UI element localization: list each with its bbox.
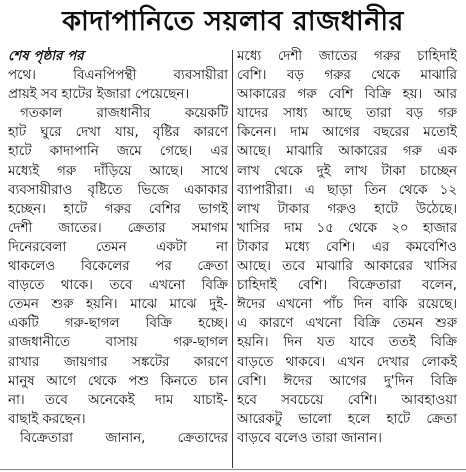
text-line: চাহিদাই বেশি। বিক্রেতারা বলেন, bbox=[237, 278, 457, 294]
text-line: বাড়তে থাকবে। এখন দেখার লোকই bbox=[237, 354, 457, 370]
headline: কাদাপানিতে সয়লাব রাজধানীর bbox=[62, 6, 404, 37]
text-line: কিনেন। দাম আগের বছরের মতোই bbox=[237, 125, 457, 141]
text-line: বাড়বে বলেও তারা জানান। bbox=[237, 430, 382, 446]
text-line: একটি গরু-ছাগল বিক্রি হচ্ছে। bbox=[8, 316, 228, 332]
text-line: প্রায়ই সব হাটের ইজারা পেয়েছেন। bbox=[8, 87, 190, 103]
article-column-right bbox=[237, 47, 457, 472]
text-line: হয়নি। দিন যত যাবে ততই বিক্রি bbox=[237, 335, 457, 351]
text-line: দেশী জাতের। ক্রেতার সমাগম bbox=[8, 220, 228, 236]
bottom-divider bbox=[0, 469, 466, 470]
text-line: হাট ঘুরে দেখা যায়, বৃষ্টির কারণে bbox=[8, 125, 228, 141]
text-line: হচ্ছেন। হাটে গরুর বেশির ভাগই bbox=[8, 201, 228, 217]
text-line: থাকলেও বিকেলের পর ক্রেতা bbox=[8, 259, 228, 275]
text-line: ঈদের এখনো পাঁচ দিন বাকি রয়েছে। bbox=[237, 297, 457, 313]
text-line: বেশি। বড় গরুর থেকে মাঝারি bbox=[237, 68, 457, 84]
text-line: মধ্যেই গরু দাঁড়িয়ে আছে। সাথে bbox=[8, 163, 228, 179]
text-line: বাড়তে থাকে। তবে এখনো বিক্রি bbox=[8, 278, 228, 294]
text-line: বিক্রেতারা জানান, ক্রেতাদের bbox=[20, 430, 228, 446]
text-line: আছে। তবে মাঝারি আকারের খাসির bbox=[237, 259, 457, 275]
text-line: দিনেরবেলা তেমন একটা না bbox=[8, 239, 228, 255]
text-line: বাছাই করছেন। bbox=[8, 411, 86, 427]
text-line: রাজধানীতে বাসায় গরু-ছাগল bbox=[8, 335, 228, 351]
text-line: আরেকটু ভালো হলে হাটে ক্রেতা bbox=[237, 411, 457, 427]
article-column-left bbox=[8, 47, 228, 472]
continuation-kicker: শেষ পৃষ্ঠার পর bbox=[8, 49, 84, 64]
text-line: টাকার মধ্যে বেশি। এর কমবেশিও bbox=[237, 239, 457, 255]
text-line: বেশি। ঈদের আগের দু'দিন বিক্রি bbox=[237, 373, 457, 389]
text-line: হাটে কাদাপানি জমে গেছে। এর bbox=[8, 144, 228, 160]
text-line: আছে। মাঝারি আকারের গরু এক bbox=[237, 144, 457, 160]
text-line: মানুষ আগে থেকে পশু কিনতে চান bbox=[8, 373, 228, 389]
text-line: হবে সবচেয়ে বেশি। আবহাওয়া bbox=[237, 392, 457, 408]
text-line: তেমন শুরু হয়নি। মাঝে মাঝে দুই- bbox=[8, 297, 228, 313]
text-line: ব্যাপারীরা। এ ছাড়া তিন থেকে ১২ bbox=[237, 182, 457, 198]
text-line: খাসির দাম ১৫ থেকে ২০ হাজার bbox=[237, 220, 457, 236]
text-line: গতকাল রাজধানীর কয়েকটি bbox=[20, 106, 228, 122]
text-line: যাদের সাধ্য আছে তারা বড় গরু bbox=[237, 106, 457, 122]
text-line: লাখ থেকে দুই লাখ টাকা চাচ্ছেন bbox=[237, 163, 457, 179]
text-line: এ কারণে এখনো বিক্রি তেমন শুরু bbox=[237, 316, 457, 332]
text-line: লাখ টাকার গরুও হাটে উঠেছে। bbox=[237, 201, 457, 217]
text-line: না। তবে অনেকেই দাম যাচাই- bbox=[8, 392, 228, 408]
column-divider bbox=[232, 50, 233, 468]
text-line: ব্যবসায়ীরাও বৃষ্টিতে ভিজে একাকার bbox=[8, 182, 228, 198]
text-line: রাখার জায়গার সঙ্কটের কারণে bbox=[8, 354, 228, 370]
text-line: পথে। বিএনপিপন্থী ব্যবসায়ীরা bbox=[8, 68, 228, 84]
text-line: আকারের গরু বেশি বিক্রি হয়। আর bbox=[237, 87, 457, 103]
text-line: মধ্যে দেশী জাতের গরুর চাহিদাই bbox=[237, 49, 457, 64]
